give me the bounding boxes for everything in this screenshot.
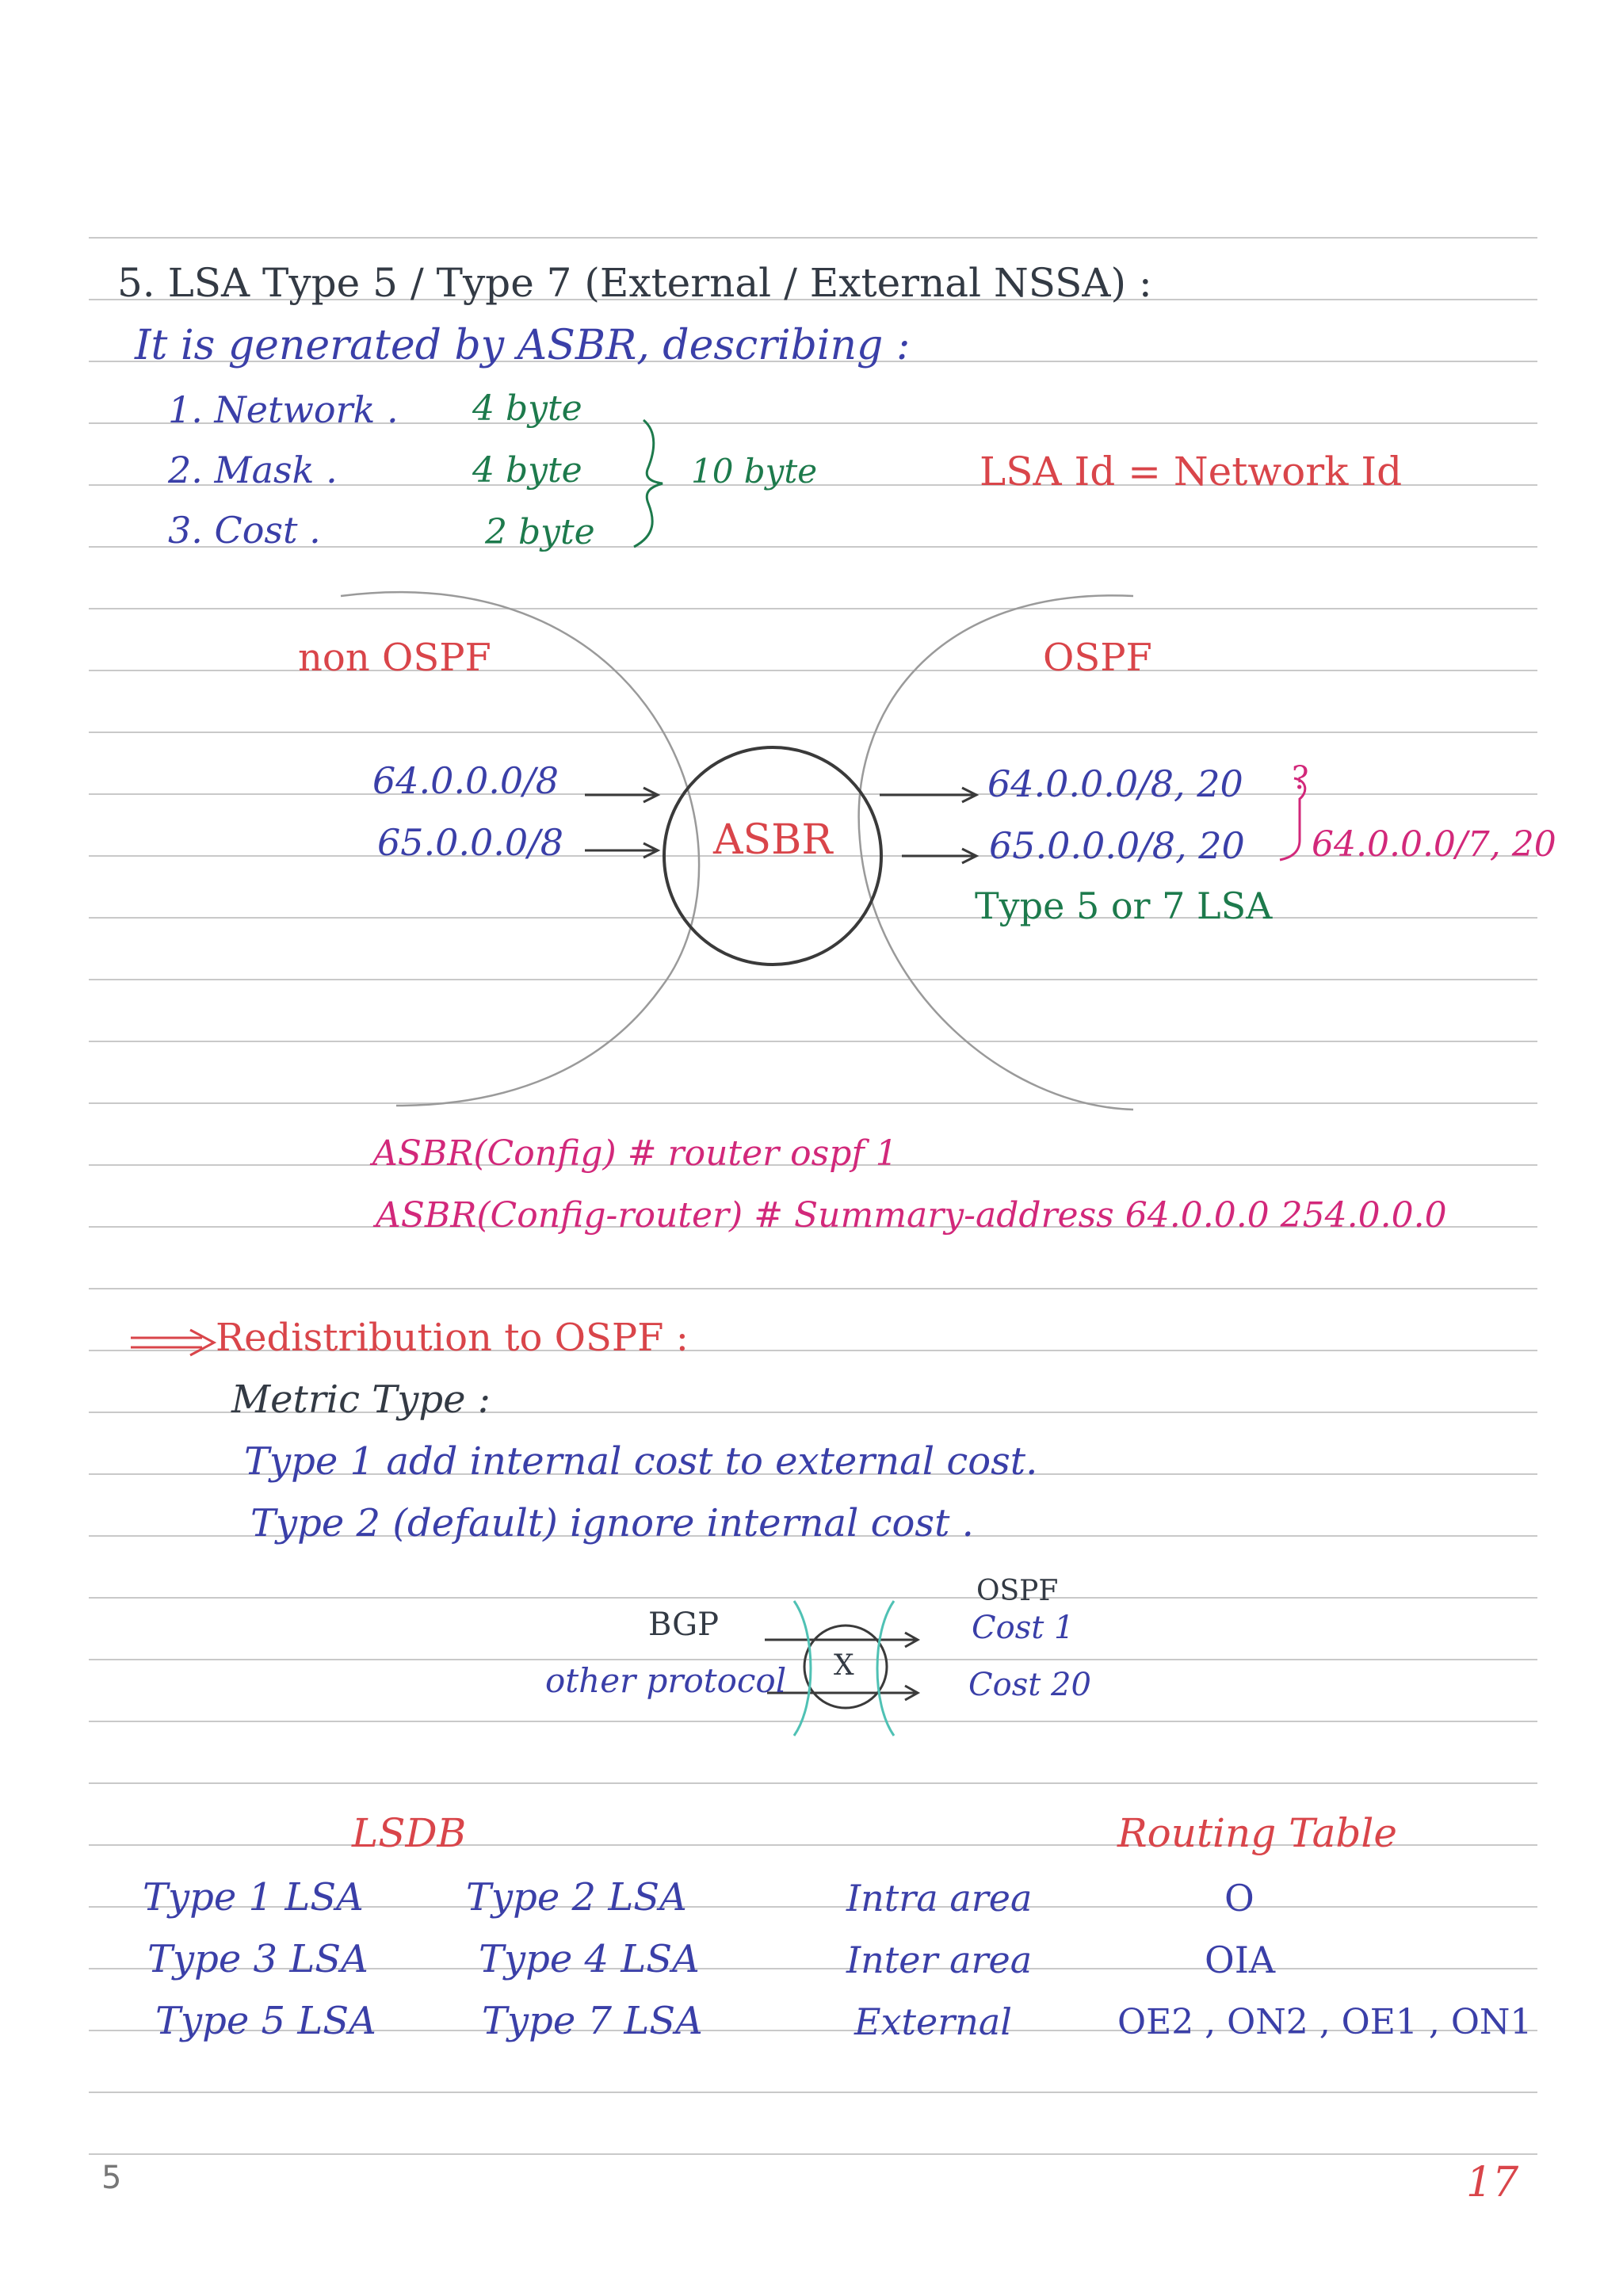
source-bgp: BGP [648, 1606, 720, 1643]
field-size-network: 4 byte [472, 388, 582, 429]
field-size-mask: 4 byte [472, 450, 582, 491]
lsdb-cell: Type 4 LSA [479, 1937, 700, 1981]
input-route-1: 64.0.0.0/8 [372, 759, 559, 802]
lsa-id-note: LSA Id = Network Id [980, 449, 1403, 495]
router-x-mark: X [834, 1649, 854, 1682]
lsdb-cell: Type 3 LSA [147, 1937, 369, 1981]
section-title: 5. LSA Type 5 / Type 7 (External / External NSSA) : [117, 260, 1152, 306]
page-number: 17 [1466, 2159, 1519, 2206]
summary-route: 64.0.0.0/7, 20 [1312, 824, 1556, 865]
route-area-cell: Inter area [846, 1939, 1033, 1981]
field-label-mask: 2. Mask . [168, 449, 338, 491]
redistribution-heading: Redistribution to OSPF : [216, 1316, 689, 1360]
lsdb-cell: Type 7 LSA [482, 1999, 703, 2043]
lsdb-cell: Type 2 LSA [466, 1875, 687, 1920]
command-line-1: ASBR(Config) # router ospf 1 [372, 1133, 898, 1174]
field-label-cost: 3. Cost . [168, 509, 321, 552]
non-ospf-label: non OSPF [298, 636, 491, 680]
route-code-cell: OIA [1205, 1939, 1276, 1981]
cost-20-label: Cost 20 [968, 1667, 1091, 1703]
routing-table-heading: Routing Table [1117, 1810, 1398, 1856]
source-other-protocol: other protocol [545, 1661, 787, 1700]
lsdb-cell: Type 5 LSA [155, 1999, 376, 2043]
lsdb-heading: LSDB [352, 1810, 467, 1856]
asbr-label: ASBR [713, 816, 833, 864]
dest-ospf-label: OSPF [976, 1575, 1059, 1607]
output-route-2: 65.0.0.0/8, 20 [989, 824, 1245, 867]
output-route-1: 64.0.0.0/8, 20 [987, 762, 1243, 805]
left-margin-number: 5 [101, 2160, 122, 2196]
metric-type-2: Type 2 (default) ignore internal cost . [250, 1501, 974, 1545]
route-code-cell: O [1224, 1877, 1254, 1920]
intro-text: It is generated by ASBR, describing : [135, 322, 911, 369]
byte-brace [634, 420, 663, 547]
lsa-type-note: Type 5 or 7 LSA [975, 884, 1273, 927]
ospf-label: OSPF [1043, 636, 1152, 680]
total-size: 10 byte [691, 452, 818, 491]
field-label-network: 1. Network . [168, 388, 399, 431]
summary-question-mark: ? [1292, 760, 1309, 797]
lsdb-cell: Type 1 LSA [143, 1875, 364, 1920]
route-code-cell: OE2 , ON2 , OE1 , ON1 [1117, 2002, 1533, 2042]
input-route-2: 65.0.0.0/8 [377, 821, 563, 864]
command-line-2: ASBR(Config-router) # Summary-address 64.0.0.0 254.0.0.0 [376, 1195, 1447, 1236]
cost-1-label: Cost 1 [972, 1610, 1075, 1646]
field-size-cost: 2 byte [485, 512, 595, 552]
route-area-cell: Intra area [846, 1877, 1033, 1920]
metric-type-heading: Metric Type : [231, 1377, 491, 1422]
route-area-cell: External [854, 2000, 1012, 2043]
double-arrow-icon [131, 1330, 214, 1355]
metric-type-1: Type 1 add internal cost to external cost. [244, 1439, 1038, 1484]
